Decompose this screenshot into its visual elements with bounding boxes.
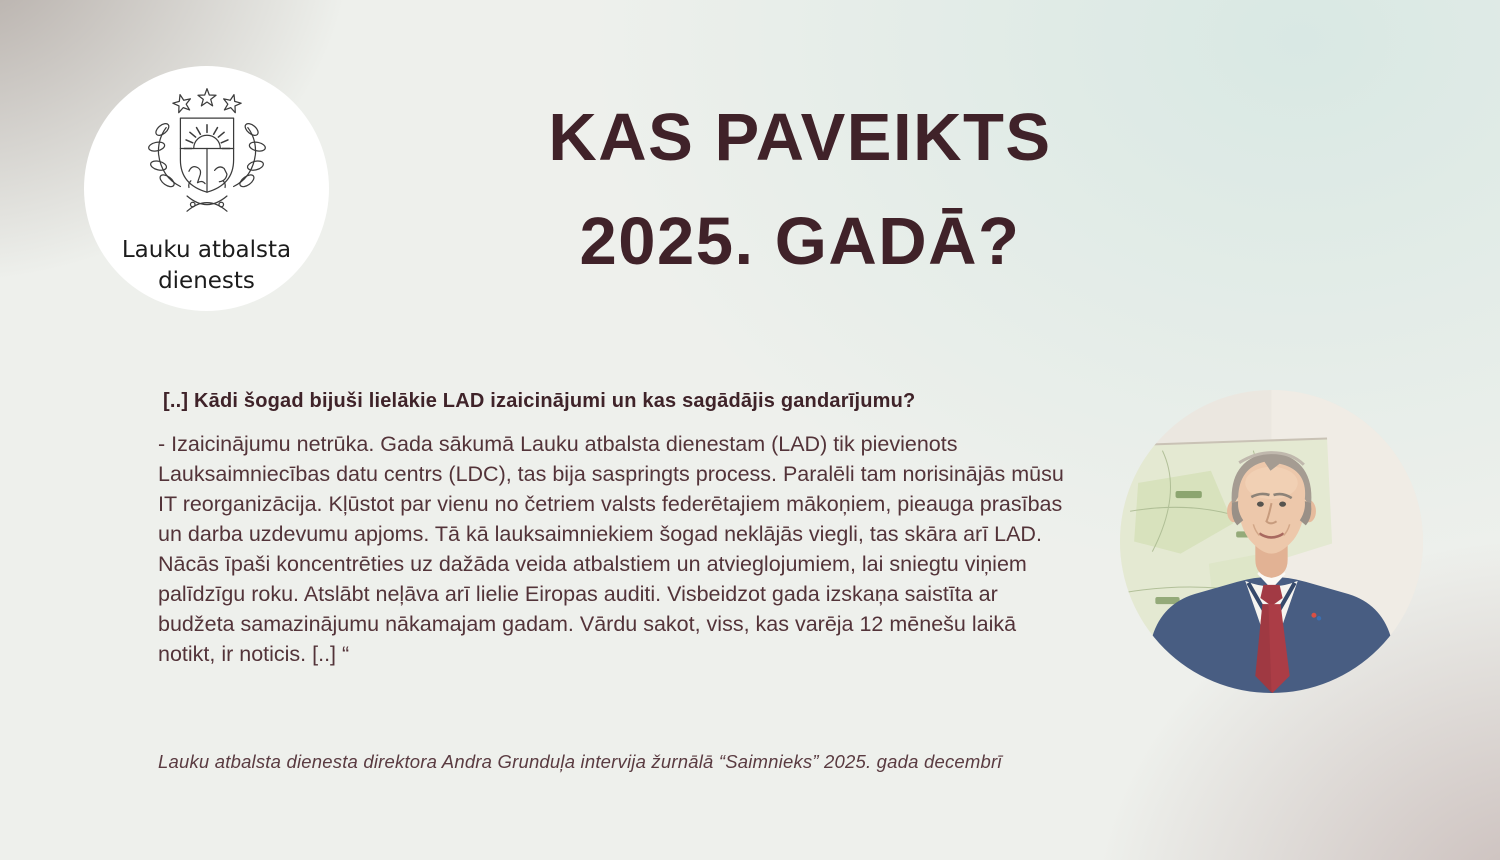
latvian-coat-of-arms-icon — [133, 82, 281, 234]
slide-title — [360, 86, 1240, 294]
interview-question: [..] Kādi šogad bijuši lielākie LAD izaicinājumi un kas sagādājis gandarījumu? — [163, 390, 916, 412]
director-portrait-illustration — [1120, 390, 1423, 693]
director-photo — [1120, 390, 1423, 693]
logo-text-line1: Lauku atbalsta — [121, 237, 292, 263]
interview-answer: - Izaicinājumu netrūka. Gada sākumā Lauku atbalsta dienestam (LAD) tik pievienots Lauksaimniecības datu centrs (LDC), tas bija saspringts process. Paralēli tam norisinājās mūsu IT reorganizācija. Kļūstot par vienu no četriem valsts federētajiem mākoņiem, pieauga prasības un darba uzdevumu apjoms. Tā kā lauksaimniekiem šogad neklājās viegli, tas skāra arī LAD. Nācās īpaši koncentrēties uz dažāda veida atbalstiem un atvieglojumiem, lai sniegtu viņiem palīdzīgu roku. Atslābt neļāva arī lielie Eiropas auditi. Visbeidzot gada izskaņa saistīta ar budžeta samazinājumu nākamajam gadam. Vārdu sakot, viss, kas varēja 12 mēnešu laikā notikt, ir noticis. [..] “ — [158, 432, 1064, 666]
interview-caption: Lauku atbalsta dienesta direktora Andra Grunduļa intervija žurnālā “Saimnieks” 2025. gada decembrī — [158, 751, 1002, 772]
logo-badge — [84, 66, 329, 311]
title-line-2: 2025. GADĀ? — [579, 204, 1021, 279]
logo-text-line2: dienests — [158, 268, 255, 294]
title-line-1: KAS PAVEIKTS — [548, 100, 1052, 175]
